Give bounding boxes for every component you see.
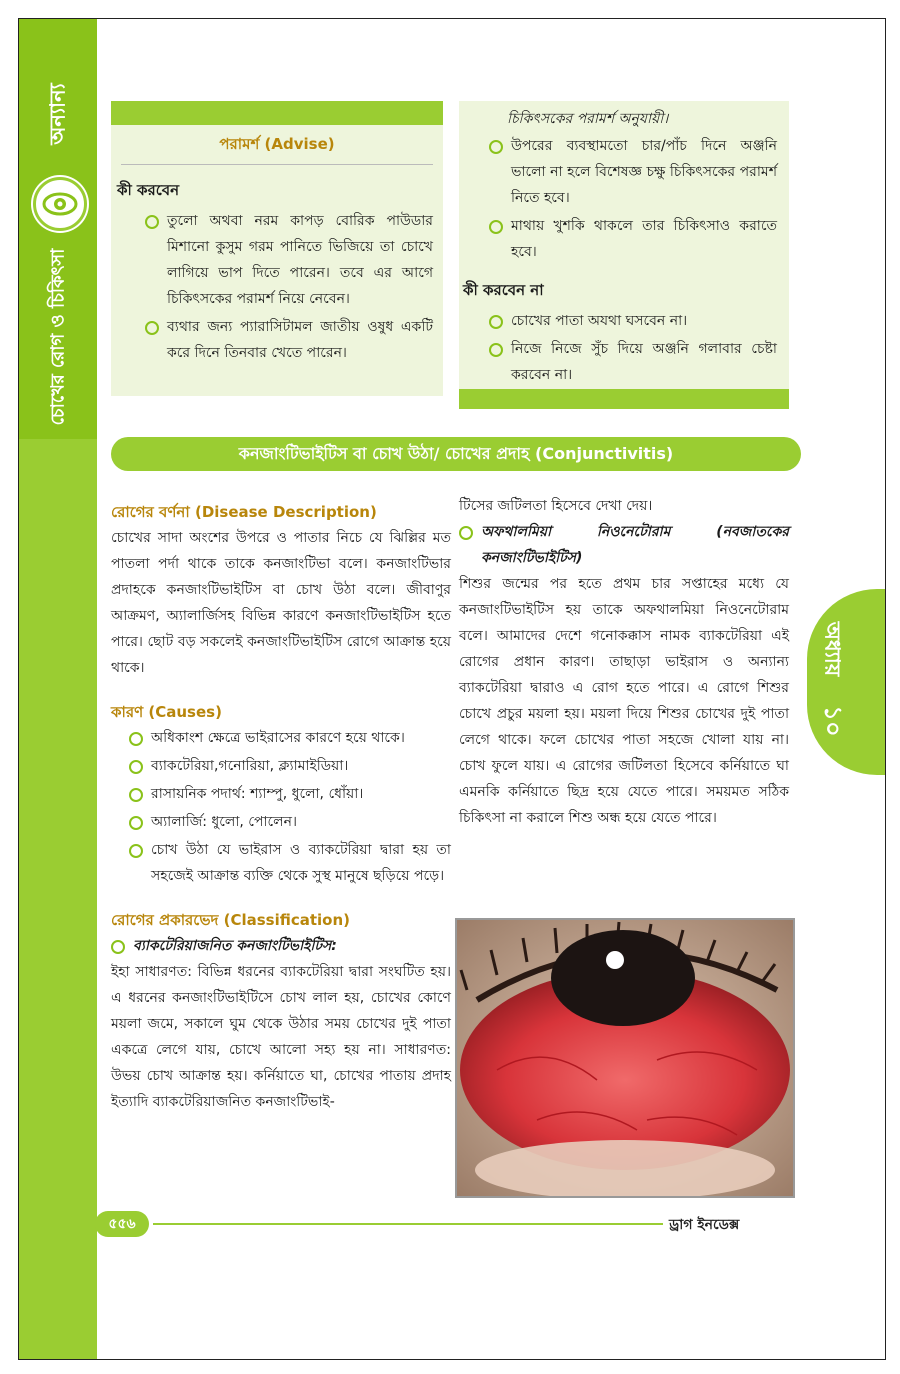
- check-circle-icon: [111, 940, 125, 954]
- description-title: রোগের বর্ণনা (Disease Description): [111, 503, 377, 521]
- check-circle-icon: [129, 732, 143, 746]
- continued-text: টিসের জটিলতা হিসেবে দেখা দেয়।: [459, 498, 653, 514]
- chapter-number: ১০: [819, 705, 847, 737]
- advise-box-right: [459, 101, 789, 409]
- chapter-label: অধ্যায়: [820, 621, 845, 677]
- ophthalmia-text: শিশুর জন্মের পর হতে প্রথম চার সপ্তাহের মধ্যে যে কনজাংটিভাইটিস হয় তাকে অফথালমিয়া নিওনেটোরাম বলে। আমাদের দেশে গনোকক্কাস নামক ব্যাকটেরিয়া এই রোগের প্রধান কারণ। তাছাড়া ভাইরাস ও অন্যান্য ব্যাকটেরিয়া দ্বারাও এ রোগ হতে পারে। এ রোগে শিশুর চোখে প্রচুর ময়লা হয়। ময়লা দিয়ে শিশুর চোখের দুই পাতা লেগে থাকে। ফলে চোখের পাতা সহজে খোলা যায় না। চোখ ফুলে যায়। এ রোগের জটিলতা হিসেবে কর্নিয়াতে ঘা এমনকি কর্নিয়াতে ছিদ্র হয়ে যেতে পারে। সময়মত সঠিক চিকিৎসা না করালে শিশু অন্ধ হয়ে যেতে পারে।: [459, 576, 789, 826]
- dont-list: [489, 308, 777, 388]
- side-category-label: অন্যান্য: [45, 83, 70, 145]
- eye-photo: [455, 918, 795, 1198]
- check-circle-icon: [459, 526, 473, 540]
- list-item: অ্যালার্জি: ধুলো, পোলেন।: [129, 809, 451, 835]
- advise-box-left: [111, 101, 443, 396]
- section-banner-title: কনজাংটিভাইটিস বা চোখ উঠা/ চোখের প্রদাহ (Conjunctivitis): [238, 444, 674, 463]
- check-circle-icon: [129, 816, 143, 830]
- ophthalmia-subtitle: অফথালমিয়া নিওনেটোরাম (নবজাতকের কনজাংটিভাইটিস): [459, 519, 789, 571]
- right-column: [459, 493, 789, 831]
- bacterial-text: ইহা সাধারণত: বিভিন্ন ধরনের ব্যাকটেরিয়া দ্বারা সংঘটিত হয়। এ ধরনের কনজাংটিভাইটিসে চোখ লাল হয়, চোখের কোণে ময়লা জমে, সকালে ঘুম থেকে উঠার সময় চোখের দুই পাতা একত্রে লেগে যায়, চোখে আলো সহ্য হয় না। সাধারণত: উভয় চোখ আক্রান্ত হয়। কর্নিয়াতে ঘা, চোখের পাতায় প্রদাহ ইত্যাদি ব্যাকটেরিয়াজনিত কনজাংটিভাই-: [111, 964, 451, 1110]
- bacterial-subtitle: ব্যাকটেরিয়াজনিত কনজাংটিভাইটিস:: [111, 933, 451, 959]
- page-number: ৫৫৬: [95, 1211, 149, 1237]
- list-item: মাথায় খুশকি থাকলে তার চিকিৎসাও করাতে হবে।: [489, 213, 777, 265]
- causes-list: [129, 725, 451, 889]
- description-text: চোখের সাদা অংশের উপরে ও পাতার নিচে যে ঝিল্লির মত পাতলা পর্দা থাকে তাকে কনজাংটিভা বলে। কনজাংটিভার প্রদাহকে কনজাংটিভাইটিস বা চোখ উঠা বলে। জীবাণুর আক্রমণ, অ্যালার্জিসহ বিভিন্ন কারণে কনজাংটিভাইটিস হতে পারে। ছোট বড় সকলেই কনজাংটিভাইটিস রোগে আক্রান্ত হয়ে থাকে।: [111, 530, 451, 676]
- chapter-tab: [807, 589, 886, 775]
- list-item: রাসায়নিক পদার্থ: শ্যাম্পু, ধুলো, ধোঁয়া।: [129, 781, 451, 807]
- advise-box-strip: [111, 101, 443, 125]
- do-list-continued: [489, 133, 777, 265]
- check-circle-icon: [129, 788, 143, 802]
- list-item: চোখের পাতা অযথা ঘসবেন না।: [489, 308, 777, 334]
- causes-title: কারণ (Causes): [111, 703, 222, 721]
- check-circle-icon: [145, 215, 159, 229]
- advise-box-bottom-strip: [459, 389, 789, 409]
- footer-divider: [153, 1223, 663, 1225]
- continued-line: চিকিৎসকের পরামর্শ অনুযায়ী।: [507, 111, 669, 127]
- page: [18, 18, 886, 1360]
- list-item: ব্যাকটেরিয়া,গনোরিয়া, ক্ল্যামাইডিয়া।: [129, 753, 451, 779]
- advise-heading: পরামর্শ (Advise): [121, 133, 433, 165]
- check-circle-icon: [489, 343, 503, 357]
- list-item: নিজে নিজে সুঁচ দিয়ে অঞ্জনি গলাবার চেষ্টা করবেন না।: [489, 336, 777, 388]
- do-title: কী করবেন: [117, 181, 180, 199]
- check-circle-icon: [489, 315, 503, 329]
- left-column: [111, 493, 451, 1115]
- classification-title: রোগের প্রকারভেদ (Classification): [111, 911, 351, 929]
- dont-title: কী করবেন না: [463, 281, 544, 299]
- eye-icon: [33, 177, 87, 231]
- side-topic-label: চোখের রোগ ও চিকিৎসা: [47, 248, 69, 426]
- list-item: তুলো অথবা নরম কাপড় বোরিক পাউডার মিশানো কুসুম গরম পানিতে ভিজিয়ে তা চোখে লাগিয়ে ভাপ দিতে পারেন। তবে এর আগে চিকিৎসকের পরামর্শ নিয়ে নেবেন।: [145, 208, 433, 312]
- list-item: চোখ উঠা যে ভাইরাস ও ব্যাকটেরিয়া দ্বারা হয় তা সহজেই আক্রান্ত ব্যক্তি থেকে সুস্থ মানুষে ছড়িয়ে পড়ে।: [129, 837, 451, 889]
- check-circle-icon: [129, 760, 143, 774]
- check-circle-icon: [489, 220, 503, 234]
- check-circle-icon: [129, 844, 143, 858]
- list-item: অধিকাংশ ক্ষেত্রে ভাইরাসের কারণে হয়ে থাকে।: [129, 725, 451, 751]
- check-circle-icon: [489, 140, 503, 154]
- do-list: [145, 208, 433, 366]
- book-title: ড্রাগ ইনডেক্স: [669, 1217, 740, 1233]
- list-item: ব্যথার জন্য প্যারাসিটামল জাতীয় ওষুধ একটি করে দিনে তিনবার খেতে পারেন।: [145, 314, 433, 366]
- list-item: উপরের ব্যবস্থামতো চার/পাঁচ দিনে অঞ্জনি ভালো না হলে বিশেষজ্ঞ চক্ষু চিকিৎসকের পরামর্শ নিতে হবে।: [489, 133, 777, 211]
- check-circle-icon: [145, 321, 159, 335]
